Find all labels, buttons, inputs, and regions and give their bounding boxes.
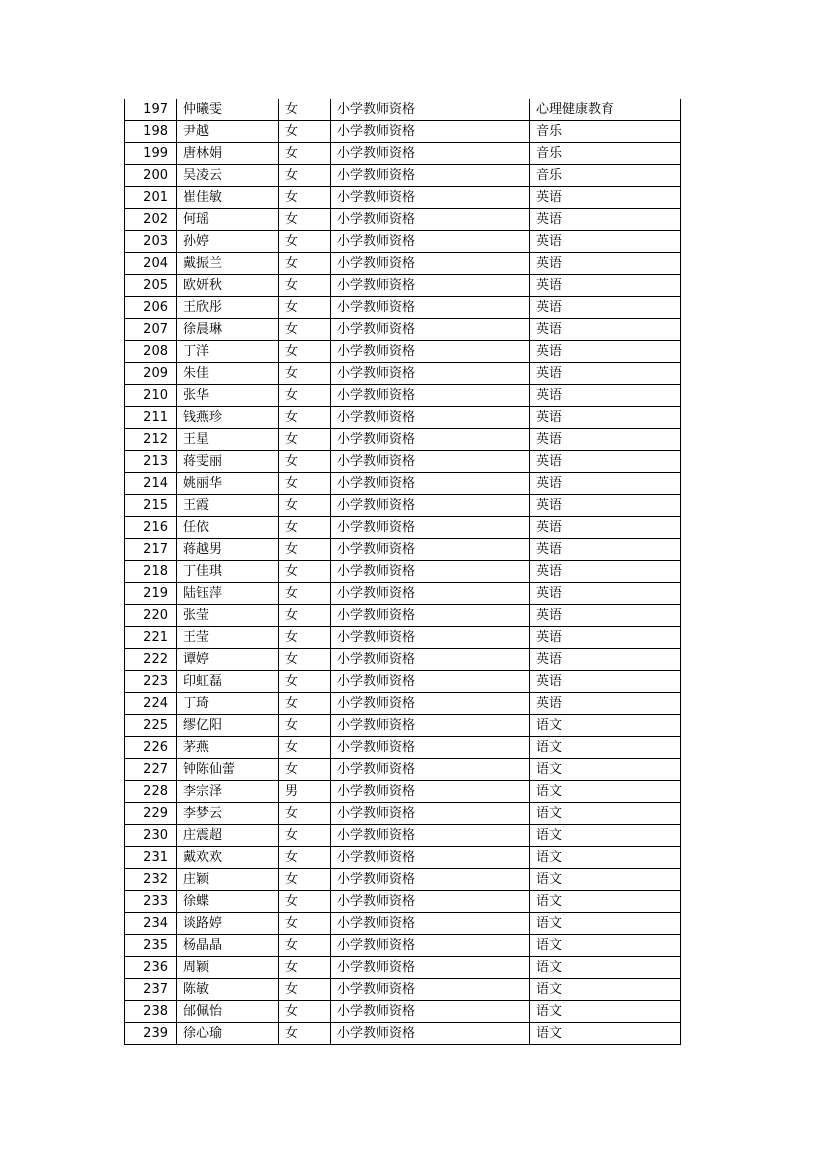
gender-cell: 女 (279, 539, 331, 561)
subject-cell: 英语 (530, 253, 681, 275)
row-number-cell: 231 (125, 847, 177, 869)
row-number-cell: 201 (125, 187, 177, 209)
name-cell: 王星 (177, 429, 279, 451)
gender-cell: 女 (279, 737, 331, 759)
row-number-cell: 216 (125, 517, 177, 539)
row-number-cell: 222 (125, 649, 177, 671)
name-cell: 李梦云 (177, 803, 279, 825)
table-row (125, 649, 681, 671)
gender-cell: 女 (279, 297, 331, 319)
table-row (125, 385, 681, 407)
qualification-cell: 小学教师资格 (331, 825, 530, 847)
name-cell: 吴凌云 (177, 165, 279, 187)
subject-cell: 英语 (530, 363, 681, 385)
name-cell: 谭婷 (177, 649, 279, 671)
gender-cell: 女 (279, 693, 331, 715)
table-row (125, 869, 681, 891)
gender-cell: 女 (279, 187, 331, 209)
row-number-cell: 219 (125, 583, 177, 605)
row-number-cell: 220 (125, 605, 177, 627)
subject-cell: 语文 (530, 957, 681, 979)
subject-cell: 心理健康教育 (530, 99, 681, 121)
qualification-cell: 小学教师资格 (331, 99, 530, 121)
table-row (125, 627, 681, 649)
qualification-cell: 小学教师资格 (331, 451, 530, 473)
row-number-cell: 230 (125, 825, 177, 847)
subject-cell: 语文 (530, 825, 681, 847)
subject-cell: 语文 (530, 759, 681, 781)
name-cell: 姚丽华 (177, 473, 279, 495)
subject-cell: 英语 (530, 583, 681, 605)
roster-table-body (125, 99, 681, 1045)
qualification-cell: 小学教师资格 (331, 671, 530, 693)
qualification-cell: 小学教师资格 (331, 715, 530, 737)
subject-cell: 英语 (530, 671, 681, 693)
name-cell: 茅燕 (177, 737, 279, 759)
qualification-cell: 小学教师资格 (331, 737, 530, 759)
qualification-cell: 小学教师资格 (331, 341, 530, 363)
gender-cell: 女 (279, 407, 331, 429)
gender-cell: 女 (279, 275, 331, 297)
subject-cell: 英语 (530, 627, 681, 649)
gender-cell: 女 (279, 517, 331, 539)
row-number-cell: 239 (125, 1023, 177, 1045)
row-number-cell: 202 (125, 209, 177, 231)
subject-cell: 英语 (530, 231, 681, 253)
name-cell: 仲曦雯 (177, 99, 279, 121)
name-cell: 丁佳琪 (177, 561, 279, 583)
row-number-cell: 197 (125, 99, 177, 121)
name-cell: 王欣彤 (177, 297, 279, 319)
subject-cell: 音乐 (530, 143, 681, 165)
table-row (125, 935, 681, 957)
name-cell: 徐晨琳 (177, 319, 279, 341)
subject-cell: 英语 (530, 495, 681, 517)
row-number-cell: 204 (125, 253, 177, 275)
subject-cell: 音乐 (530, 165, 681, 187)
name-cell: 孙婷 (177, 231, 279, 253)
table-row (125, 693, 681, 715)
name-cell: 徐蝶 (177, 891, 279, 913)
table-row (125, 1001, 681, 1023)
row-number-cell: 237 (125, 979, 177, 1001)
table-row (125, 781, 681, 803)
table-row (125, 187, 681, 209)
table-row (125, 165, 681, 187)
gender-cell: 女 (279, 451, 331, 473)
table-row (125, 561, 681, 583)
name-cell: 陈敏 (177, 979, 279, 1001)
table-row (125, 495, 681, 517)
qualification-cell: 小学教师资格 (331, 693, 530, 715)
qualification-cell: 小学教师资格 (331, 517, 530, 539)
row-number-cell: 198 (125, 121, 177, 143)
qualification-cell: 小学教师资格 (331, 495, 530, 517)
qualification-cell: 小学教师资格 (331, 121, 530, 143)
gender-cell: 女 (279, 847, 331, 869)
qualification-cell: 小学教师资格 (331, 627, 530, 649)
table-row (125, 891, 681, 913)
subject-cell: 语文 (530, 803, 681, 825)
row-number-cell: 208 (125, 341, 177, 363)
row-number-cell: 199 (125, 143, 177, 165)
subject-cell: 语文 (530, 781, 681, 803)
gender-cell: 男 (279, 781, 331, 803)
gender-cell: 女 (279, 231, 331, 253)
qualification-cell: 小学教师资格 (331, 407, 530, 429)
name-cell: 庄震超 (177, 825, 279, 847)
name-cell: 钟陈仙蕾 (177, 759, 279, 781)
subject-cell: 英语 (530, 385, 681, 407)
table-row (125, 275, 681, 297)
gender-cell: 女 (279, 385, 331, 407)
qualification-cell: 小学教师资格 (331, 143, 530, 165)
subject-cell: 英语 (530, 649, 681, 671)
qualification-cell: 小学教师资格 (331, 781, 530, 803)
row-number-cell: 217 (125, 539, 177, 561)
row-number-cell: 235 (125, 935, 177, 957)
subject-cell: 英语 (530, 539, 681, 561)
name-cell: 庄颖 (177, 869, 279, 891)
subject-cell: 语文 (530, 1001, 681, 1023)
row-number-cell: 238 (125, 1001, 177, 1023)
table-row (125, 363, 681, 385)
row-number-cell: 215 (125, 495, 177, 517)
table-row (125, 539, 681, 561)
row-number-cell: 207 (125, 319, 177, 341)
name-cell: 丁琦 (177, 693, 279, 715)
gender-cell: 女 (279, 715, 331, 737)
qualification-cell: 小学教师资格 (331, 539, 530, 561)
qualification-cell: 小学教师资格 (331, 561, 530, 583)
subject-cell: 英语 (530, 693, 681, 715)
qualification-cell: 小学教师资格 (331, 847, 530, 869)
gender-cell: 女 (279, 473, 331, 495)
table-row (125, 253, 681, 275)
name-cell: 何瑶 (177, 209, 279, 231)
row-number-cell: 211 (125, 407, 177, 429)
table-row (125, 319, 681, 341)
row-number-cell: 203 (125, 231, 177, 253)
gender-cell: 女 (279, 627, 331, 649)
subject-cell: 英语 (530, 473, 681, 495)
name-cell: 徐心瑜 (177, 1023, 279, 1045)
name-cell: 戴欢欢 (177, 847, 279, 869)
gender-cell: 女 (279, 803, 331, 825)
name-cell: 陆钰萍 (177, 583, 279, 605)
gender-cell: 女 (279, 121, 331, 143)
name-cell: 王莹 (177, 627, 279, 649)
gender-cell: 女 (279, 341, 331, 363)
table-row (125, 99, 681, 121)
qualification-cell: 小学教师资格 (331, 275, 530, 297)
gender-cell: 女 (279, 253, 331, 275)
qualification-cell: 小学教师资格 (331, 979, 530, 1001)
table-row (125, 297, 681, 319)
subject-cell: 语文 (530, 847, 681, 869)
subject-cell: 语文 (530, 715, 681, 737)
qualification-cell: 小学教师资格 (331, 165, 530, 187)
subject-cell: 英语 (530, 605, 681, 627)
subject-cell: 英语 (530, 275, 681, 297)
qualification-cell: 小学教师资格 (331, 891, 530, 913)
gender-cell: 女 (279, 935, 331, 957)
row-number-cell: 223 (125, 671, 177, 693)
gender-cell: 女 (279, 1023, 331, 1045)
table-row (125, 737, 681, 759)
row-number-cell: 236 (125, 957, 177, 979)
row-number-cell: 212 (125, 429, 177, 451)
row-number-cell: 228 (125, 781, 177, 803)
qualification-cell: 小学教师资格 (331, 209, 530, 231)
row-number-cell: 232 (125, 869, 177, 891)
qualification-cell: 小学教师资格 (331, 1023, 530, 1045)
gender-cell: 女 (279, 165, 331, 187)
gender-cell: 女 (279, 759, 331, 781)
gender-cell: 女 (279, 605, 331, 627)
subject-cell: 语文 (530, 737, 681, 759)
qualification-cell: 小学教师资格 (331, 605, 530, 627)
row-number-cell: 233 (125, 891, 177, 913)
name-cell: 王霞 (177, 495, 279, 517)
qualification-cell: 小学教师资格 (331, 1001, 530, 1023)
name-cell: 崔佳敏 (177, 187, 279, 209)
subject-cell: 英语 (530, 187, 681, 209)
subject-cell: 英语 (530, 341, 681, 363)
name-cell: 邰佩怡 (177, 1001, 279, 1023)
table-row (125, 341, 681, 363)
table-row (125, 825, 681, 847)
subject-cell: 英语 (530, 429, 681, 451)
gender-cell: 女 (279, 825, 331, 847)
gender-cell: 女 (279, 979, 331, 1001)
name-cell: 杨晶晶 (177, 935, 279, 957)
name-cell: 缪亿阳 (177, 715, 279, 737)
name-cell: 朱佳 (177, 363, 279, 385)
qualification-cell: 小学教师资格 (331, 957, 530, 979)
row-number-cell: 200 (125, 165, 177, 187)
table-row (125, 913, 681, 935)
gender-cell: 女 (279, 891, 331, 913)
subject-cell: 英语 (530, 319, 681, 341)
qualification-cell: 小学教师资格 (331, 297, 530, 319)
qualification-cell: 小学教师资格 (331, 583, 530, 605)
qualification-cell: 小学教师资格 (331, 803, 530, 825)
subject-cell: 英语 (530, 297, 681, 319)
table-row (125, 143, 681, 165)
row-number-cell: 205 (125, 275, 177, 297)
row-number-cell: 209 (125, 363, 177, 385)
subject-cell: 英语 (530, 209, 681, 231)
row-number-cell: 229 (125, 803, 177, 825)
subject-cell: 音乐 (530, 121, 681, 143)
gender-cell: 女 (279, 363, 331, 385)
qualification-cell: 小学教师资格 (331, 385, 530, 407)
row-number-cell: 213 (125, 451, 177, 473)
qualification-cell: 小学教师资格 (331, 363, 530, 385)
qualification-cell: 小学教师资格 (331, 319, 530, 341)
row-number-cell: 234 (125, 913, 177, 935)
name-cell: 谈路婷 (177, 913, 279, 935)
gender-cell: 女 (279, 671, 331, 693)
name-cell: 周颖 (177, 957, 279, 979)
table-row (125, 231, 681, 253)
table-row (125, 451, 681, 473)
row-number-cell: 224 (125, 693, 177, 715)
gender-cell: 女 (279, 913, 331, 935)
gender-cell: 女 (279, 583, 331, 605)
gender-cell: 女 (279, 429, 331, 451)
name-cell: 张莹 (177, 605, 279, 627)
row-number-cell: 226 (125, 737, 177, 759)
gender-cell: 女 (279, 869, 331, 891)
row-number-cell: 221 (125, 627, 177, 649)
row-number-cell: 218 (125, 561, 177, 583)
table-row (125, 759, 681, 781)
qualification-cell: 小学教师资格 (331, 935, 530, 957)
roster-table (124, 99, 681, 1045)
subject-cell: 英语 (530, 561, 681, 583)
subject-cell: 英语 (530, 517, 681, 539)
table-row (125, 121, 681, 143)
subject-cell: 语文 (530, 913, 681, 935)
table-row (125, 605, 681, 627)
subject-cell: 语文 (530, 869, 681, 891)
gender-cell: 女 (279, 99, 331, 121)
name-cell: 尹越 (177, 121, 279, 143)
qualification-cell: 小学教师资格 (331, 429, 530, 451)
name-cell: 丁洋 (177, 341, 279, 363)
row-number-cell: 210 (125, 385, 177, 407)
row-number-cell: 225 (125, 715, 177, 737)
gender-cell: 女 (279, 1001, 331, 1023)
gender-cell: 女 (279, 649, 331, 671)
table-row (125, 979, 681, 1001)
table-row (125, 583, 681, 605)
qualification-cell: 小学教师资格 (331, 473, 530, 495)
table-row (125, 715, 681, 737)
name-cell: 钱燕珍 (177, 407, 279, 429)
row-number-cell: 206 (125, 297, 177, 319)
name-cell: 任依 (177, 517, 279, 539)
table-row (125, 429, 681, 451)
gender-cell: 女 (279, 143, 331, 165)
table-row (125, 847, 681, 869)
subject-cell: 英语 (530, 451, 681, 473)
name-cell: 李宗泽 (177, 781, 279, 803)
subject-cell: 语文 (530, 935, 681, 957)
subject-cell: 语文 (530, 1023, 681, 1045)
subject-cell: 英语 (530, 407, 681, 429)
row-number-cell: 227 (125, 759, 177, 781)
qualification-cell: 小学教师资格 (331, 187, 530, 209)
name-cell: 欧妍秋 (177, 275, 279, 297)
qualification-cell: 小学教师资格 (331, 913, 530, 935)
subject-cell: 语文 (530, 891, 681, 913)
table-row (125, 473, 681, 495)
subject-cell: 语文 (530, 979, 681, 1001)
name-cell: 唐林娟 (177, 143, 279, 165)
gender-cell: 女 (279, 957, 331, 979)
name-cell: 戴振兰 (177, 253, 279, 275)
gender-cell: 女 (279, 495, 331, 517)
gender-cell: 女 (279, 319, 331, 341)
name-cell: 张华 (177, 385, 279, 407)
qualification-cell: 小学教师资格 (331, 231, 530, 253)
table-row (125, 957, 681, 979)
table-row (125, 517, 681, 539)
gender-cell: 女 (279, 209, 331, 231)
gender-cell: 女 (279, 561, 331, 583)
name-cell: 蒋雯丽 (177, 451, 279, 473)
table-row (125, 209, 681, 231)
qualification-cell: 小学教师资格 (331, 869, 530, 891)
table-row (125, 407, 681, 429)
table-row (125, 671, 681, 693)
row-number-cell: 214 (125, 473, 177, 495)
qualification-cell: 小学教师资格 (331, 759, 530, 781)
table-row (125, 1023, 681, 1045)
qualification-cell: 小学教师资格 (331, 649, 530, 671)
table-row (125, 803, 681, 825)
qualification-cell: 小学教师资格 (331, 253, 530, 275)
name-cell: 印虹磊 (177, 671, 279, 693)
name-cell: 蒋越男 (177, 539, 279, 561)
